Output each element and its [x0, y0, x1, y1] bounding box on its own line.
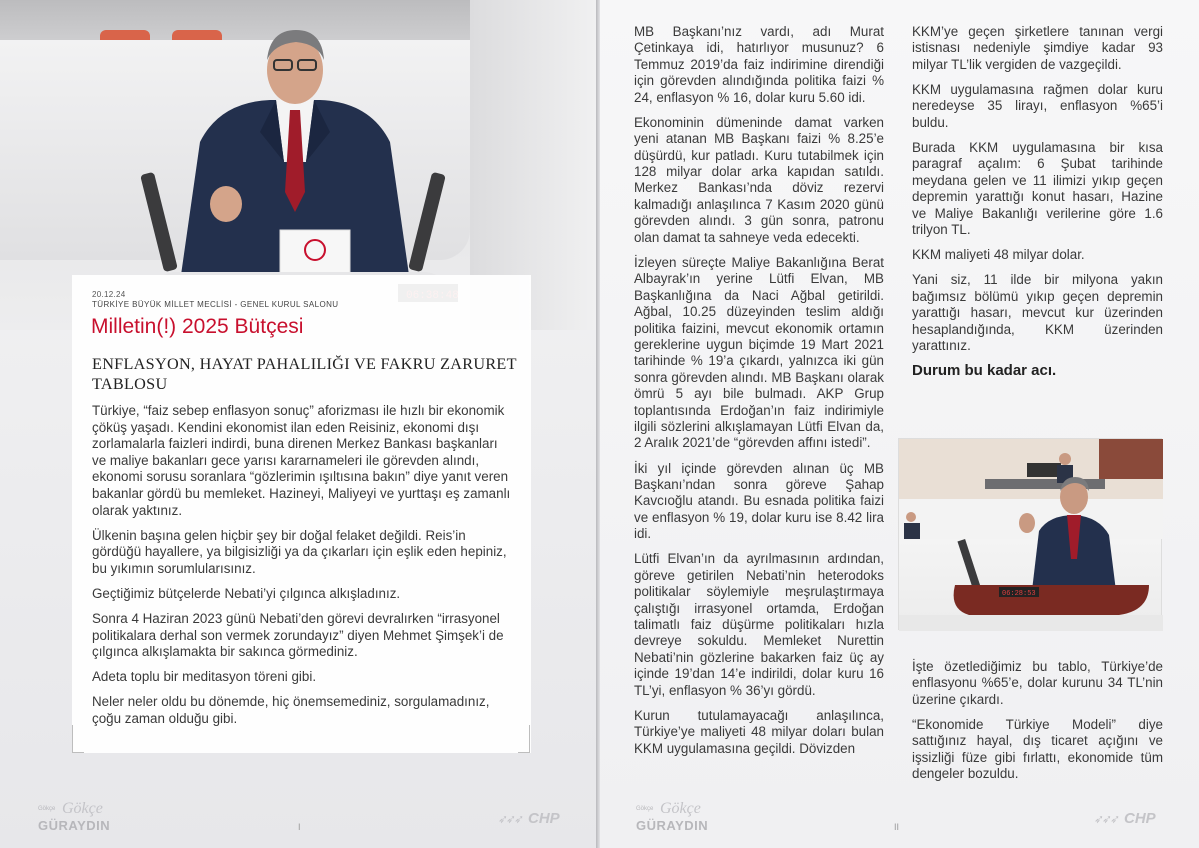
- footer-logo: GÜRAYDIN: [38, 818, 111, 833]
- paragraph: Burada KKM uygulamasına bir kısa paragraf açalım: 6 Şubat tarihinde meydana gelen ve 11 ilimizi yıkıp geçen depremin yarattığı konut hasarı, Hazine ve Maliye Bakanlığı verilerine göre 1.6 trilyon TL.: [912, 140, 1163, 238]
- paragraph: KKM’ye geçen şirketlere tanınan vergi istisnası nedeniyle şimdiye kadar 93 milyar TL’lik vergiden de vazgeçildi.: [912, 24, 1163, 72]
- article-subheading: ENFLASYON, HAYAT PAHALILIĞI VE FAKRU ZARURET TABLOSU: [92, 355, 517, 393]
- chp-arrows-icon: ➶➶➶: [498, 812, 523, 826]
- paragraph: Türkiye, “faiz sebep enflasyon sonuç” aforizması ile hızlı bir ekonomik çöküş yaşadı. Kendini ekonomist ilan eden Reisiniz, ekonomi dışı zorlamalarla faizleri indirdi, buna direnen Merkez Bankası başkanları ve maliye bakanları gece yarısı kararnameleri ile görevden alındı, ekonomi sorusu soranlara “gözlerimin ışıltısına bakın” diye yanıt veren bakanlar gördü bu memleket. Hazineyi, Maliyeyi ve yurttaşı eş zamanlı olarak yaktınız.: [92, 403, 511, 518]
- paragraph: Lütfi Elvan’ın da ayrılmasının ardından, göreve getirilen Nebati’nin heterodoks politikalar söylemiyle meşrulaştırmaya çalıştığı irrasyonel ortamda, Erdoğan talimatlı faiz düşürme politikaları hızla devreye sokuldu. Memleket Nurettin Nebati’nin gözlerine bakarken faiz üç ay içinde 19’dan 14’e indirildi, dolar kuru 16 TL’yi, enflasyon % 36’yı gördü.: [634, 551, 884, 698]
- paragraph: MB Başkanı’nız vardı, adı Murat Çetinkaya idi, hatırlıyor musunuz? 6 Temmuz 2019’da faiz indirimine direndiği için görevden alındığında politika faizi % 24, enflasyon % 16, dolar kuru 5.60 idi.: [634, 24, 884, 105]
- right-column-bottom: [912, 659, 1163, 791]
- left-column: [92, 403, 512, 736]
- middle-column: [634, 24, 884, 766]
- article-date: 20.12.24: [92, 290, 126, 299]
- footer-pre-label: Gökçe: [636, 806, 654, 812]
- footer-pre-label: Gökçe: [38, 806, 56, 812]
- paragraph: İşte özetlediğimiz bu tablo, Türkiye’de enflasyonu %65’e, dolar kurunu 34 TL’nin üzerine çıkardı.: [912, 659, 1163, 707]
- paragraph: İzleyen süreçte Maliye Bakanlığına Berat Albayrak’ın yerine Lütfi Elvan, MB Başkanlığına da Naci Ağbal getirildi. Ağbal, 10.25 düzeyinden teslim aldığı politika faizini, mevcut ekonomik ortamın gereklerine uygun biçimde 19 Mart 2021 tarihinde % 19’a çıkardı, yalnızca iki gün sonra görevden alındı. MB Başkanı olarak ömrü 5 ayı bile bulmadı. AKP Grup toplantısında Erdoğan’ın faiz indirimiyle ilgili sözlerini alkışlamayan Lütfi Elvan da, 2 Aralık 2021’de “görevden affını istedi”.: [634, 254, 884, 451]
- paragraph: Geçtiğimiz bütçelerde Nebati’yi çılgınca alkışladınız.: [92, 585, 401, 601]
- photo-clock: 06:28:53: [1002, 590, 1036, 598]
- paragraph: Neler neler oldu bu dönemde, hiç önemsemediniz, sorgulamadınız, çoğu zaman olduğu gibi.: [92, 694, 490, 726]
- speech-photo-scene: [899, 439, 1163, 631]
- emphasis-line: Durum bu kadar acı.: [912, 362, 1057, 380]
- paragraph: Sonra 4 Haziran 2023 günü Nebati’den görevi devralırken “irrasyonel politikalara derhal son vermek zorundayız” diyen Mehmet Şimşek’i de çılgınca alkışlamakta bir sakınca görmediniz.: [92, 611, 504, 660]
- left-page: [0, 0, 596, 848]
- paragraph: İki yıl içinde görevden alınan üç MB Başkanı’ndan sonra göreve Şahap Kavcıoğlu atandı. Bu esnada politika faizi ve enflasyon % 19, dolar kuru ise 8.42 lira idi.: [634, 460, 884, 542]
- page-number: I: [298, 822, 301, 832]
- party-logo: CHP: [528, 810, 560, 827]
- right-page: [600, 0, 1199, 848]
- paragraph: “Ekonomide Türkiye Modeli” diye sattığınız hayal, dış ticaret açığını ve işsizliği füze gibi fırlattı, ekonomide tüm dengeler bozuldu.: [912, 717, 1163, 782]
- paragraph: Yani siz, 11 ilde bir milyona yakın bağımsız bölümü yıkıp geçen depremin yarattığı hasarı, mevcut kur üzerinden hesaplandığında, KKM üzerinden yarattınız.: [912, 272, 1163, 354]
- article-title: Milletin(!) 2025 Bütçesi: [91, 315, 304, 338]
- article-venue: TÜRKİYE BÜYÜK MİLLET MECLİSİ - GENEL KURUL SALONU: [92, 300, 339, 309]
- footer-signature: Gökçe: [62, 800, 103, 817]
- paragraph: KKM uygulamasına rağmen dolar kuru neredeyse 35 lirayı, enflasyon %65’i buldu.: [912, 82, 1163, 130]
- card-corner: [518, 725, 530, 753]
- page-number: II: [894, 822, 900, 832]
- speech-photo: [898, 438, 1162, 630]
- right-column: [912, 24, 1163, 389]
- chp-arrows-icon: ➶➶➶: [1094, 812, 1119, 826]
- paragraph: KKM maliyeti 48 milyar dolar.: [912, 247, 1085, 263]
- paragraph: Ekonominin dümeninde damat varken yeni atanan MB Başkanı faizi % 8.25’e düşürdü, kur patladı. Kuru tutabilmek için 128 milyar dolar arka kapıdan satıldı. Merkez Bankası’nda döviz rezervi kalmadığı anlaşılınca 7 Kasım 2020 günü görevden alındı. 3 gün sonra, patronu olan damat ta sahneye veda edecekti.: [634, 114, 884, 245]
- party-logo: CHP: [1124, 810, 1156, 827]
- footer-signature: Gökçe: [660, 800, 701, 817]
- paragraph: Ülkenin başına gelen hiçbir şey bir doğal felaket değildi. Reis’in gördüğü hayallere, ya bilgisizliği ya da çıkarları için eşlik eden hepiniz, bu yıkımın sorumlularısınız.: [92, 527, 507, 576]
- card-corner: [72, 725, 84, 753]
- footer-logo: GÜRAYDIN: [636, 818, 709, 833]
- paragraph: Adeta toplu bir meditasyon töreni gibi.: [92, 669, 317, 685]
- paragraph: Kurun tutulamayacağı anlaşılınca, Türkiye’ye maliyeti 48 milyar doları bulan KKM uygulamasına geçildi. Dövizden: [634, 707, 884, 756]
